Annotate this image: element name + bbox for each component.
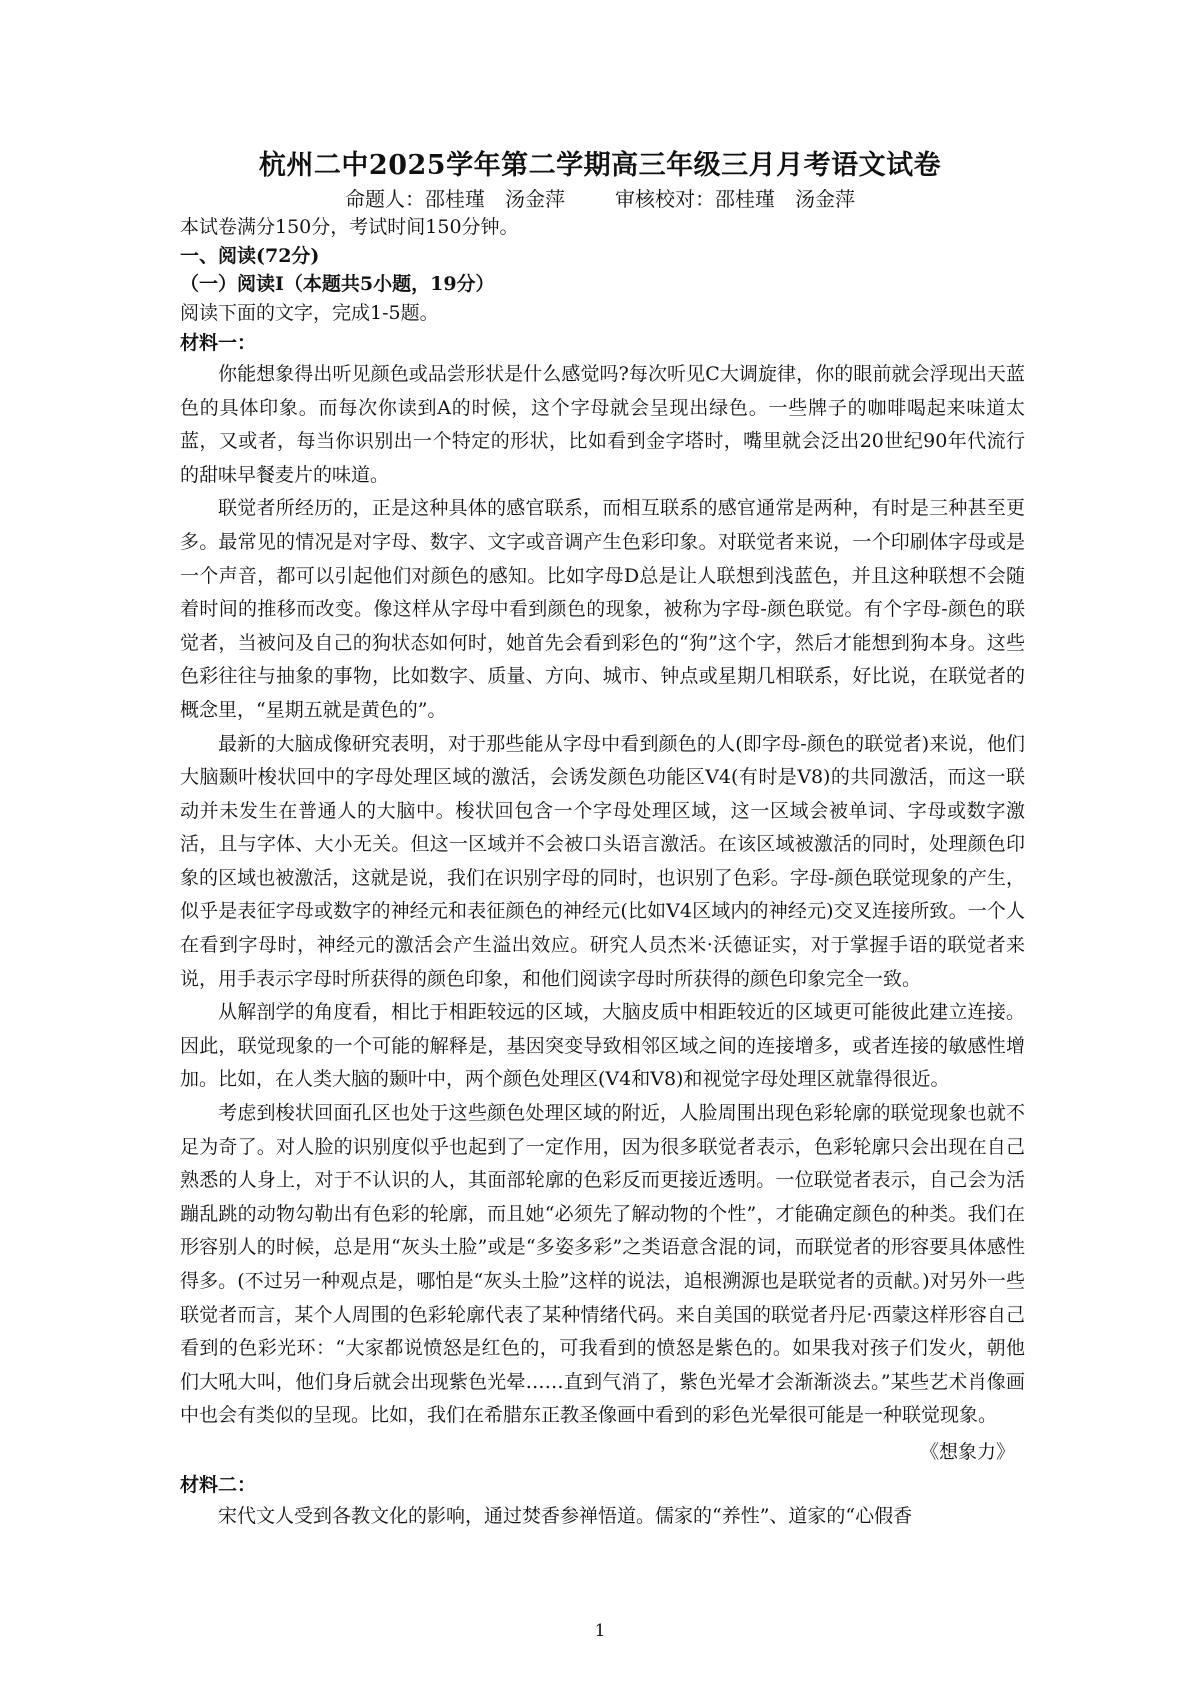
exam-info: 本试卷满分150分，考试时间150分钟。 xyxy=(180,216,519,238)
authors-reviewers: 审核校对：邵桂瑾 汤金萍 xyxy=(615,187,855,211)
material-one-paragraph-5: 考虑到梭状回面孔区也处于这些颜色处理区域的附近，人脸周围出现色彩轮廓的联觉现象也就不足为奇了。对人脸的识别度似乎也起到了一定作用，因为很多联觉者表示，色彩轮廓只会出现在自己熟悉的人身上，对于不认识的人，其面部轮廓的色彩反而更接近透明。一位联觉者表示，自己会为活蹦乱跳的动物勾勒出有色彩的轮廓，而且她“必须先了解动物的个性”，才能确定颜色的种类。我们在形容别人的时候，总是用“灰头土脸”或是“多姿多彩”之类语意含混的词，而联觉者的形容要具体感性得多。(不过另一种观点是，哪怕是“灰头土脸”这样的说法，追根溯源也是联觉者的贡献。)对另外一些联觉者而言，某个人周围的色彩轮廓代表了某种情绪代码。来自美国的联觉者丹尼·西蒙这样形容自己看到的色彩光环：“大家都说愤怒是红色的，可我看到的愤怒是紫色的。如果我对孩子们发火，朝他们大吼大叫，他们身后就会出现紫色光晕……直到气消了，紫色光晕才会渐渐淡去。”某些艺术肖像画中也会有类似的呈现。比如，我们在希腊东正教圣像画中看到的彩色光晕很可能是一种联觉现象。 xyxy=(180,1102,1025,1427)
material-one-paragraph-2: 联觉者所经历的，正是这种具体的感官联系，而相互联系的感官通常是两种，有时是三种甚至更多。最常见的情况是对字母、数字、文字或音调产生色彩印象。对联觉者来说，一个印刷体字母或是一个声音，都可以引起他们对颜色的感知。比如字母D总是让人联想到浅蓝色，并且这种联想不会随着时间的推移而改变。像这样从字母中看到颜色的现象，被称为字母-颜色联觉。有个字母-颜色的联觉者，当被问及自己的狗状态如何时，她首先会看到彩色的“狗”这个字，然后才能想到狗本身。这些色彩往往与抽象的事物，比如数字、质量、方向、城市、钟点或星期几相联系，好比说，在联觉者的概念里，“星期五就是黄色的”。 xyxy=(180,497,1025,721)
material-one-label: 材料一： xyxy=(180,332,257,355)
page-number: 1 xyxy=(594,1621,606,1641)
page-title: 杭州二中2025学年第二学期高三年级三月月考语文试卷 xyxy=(258,150,942,181)
instruction: 阅读下面的文字，完成1-5题。 xyxy=(180,301,439,324)
material-two-label: 材料二： xyxy=(180,1473,257,1496)
subsection-heading: （一）阅读Ⅰ（本题共5小题，19分） xyxy=(180,273,495,296)
author-line xyxy=(0,183,1200,212)
material-two-paragraph-1: 宋代文人受到各教文化的影响，通过焚香参禅悟道。儒家的“养性”、道家的“心假香 xyxy=(218,1504,913,1527)
material-one-paragraph-4: 从解剖学的角度看，相比于相距较远的区域，大脑皮质中相距较近的区域更可能彼此建立连接。因此，联觉现象的一个可能的解释是，基因突变导致相邻区域之间的连接增多，或者连接的敏感性增加。比如，在人类大脑的颞叶中，两个颜色处理区(V4和V8)和视觉字母处理区就靠得很近。 xyxy=(180,1001,1025,1091)
material-one-source: 《想象力》 xyxy=(919,1440,1015,1463)
material-one-paragraph-1: 你能想象得出听见颜色或品尝形状是什么感觉吗?每次听见C大调旋律，你的眼前就会浮现出天蓝色的具体印象。而每次你读到A的时候，这个字母就会呈现出绿色。一些牌子的咖啡喝起来味道太蓝，又或者，每当你识别出一个特定的形状，比如看到金字塔时，嘴里就会泛出20世纪90年代流行的甜味早餐麦片的味道。 xyxy=(180,362,1025,486)
material-one-paragraph-3: 最新的大脑成像研究表明，对于那些能从字母中看到颜色的人(即字母-颜色的联觉者)来说，他们大脑颞叶梭状回中的字母处理区域的激活，会诱发颜色功能区V4(有时是V8)的共同激活，而这一联动并未发生在普通人的大脑中。梭状回包含一个字母处理区域，这一区域会被单词、字母或数字激活，且与字体、大小无关。但这一区域并不会被口头语言激活。在该区域被激活的同时，处理颜色印象的区域也被激活，这就是说，我们在识别字母的同时，也识别了色彩。字母-颜色联觉现象的产生，似乎是表征字母或数字的神经元和表征颜色的神经元(比如V4区域内的神经元)交叉连接所致。一个人在看到字母时，神经元的激活会产生溢出效应。研究人员杰米·沃德证实，对于掌握手语的联觉者来说，用手表示字母时所获得的颜色印象，和他们阅读字母时所获得的颜色印象完全一致。 xyxy=(180,732,1025,990)
section-heading: 一、阅读(72分) xyxy=(180,244,320,267)
authors-setters: 命题人：邵桂瑾 汤金萍 xyxy=(345,187,565,211)
exam-content xyxy=(180,213,1025,1533)
